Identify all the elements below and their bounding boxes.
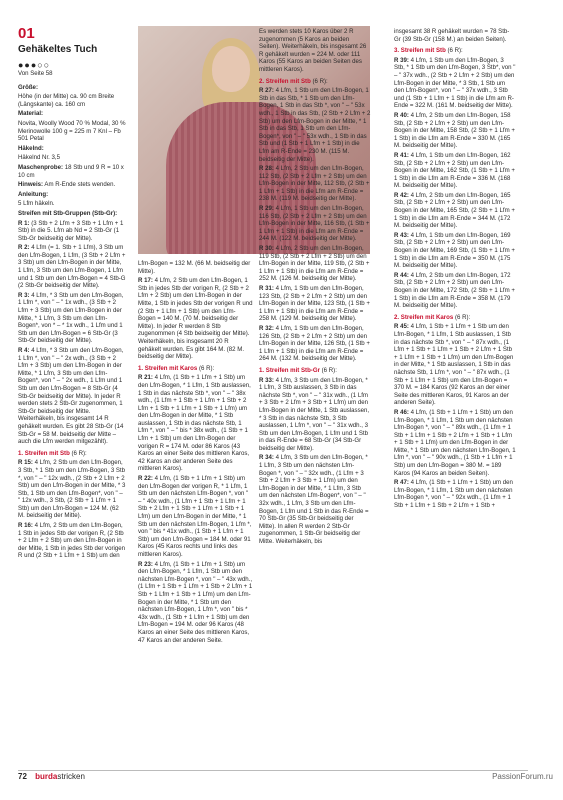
- paragraph: [259, 377, 371, 453]
- paragraph-text: 4 Lfm, 1 Stb um den Lfm-Bogen, 116 Stb, (2 Stb + 2 Lfm + 2 Stb) um den Lfm-Bogen in der Mitte, 116 Stb, (1 Stb + 1 Lfm + 1 Stb) in die Lfm am R-Ende = 244 M. (122 M. beidseitig der Mitte).: [259, 205, 370, 243]
- paragraph: [18, 164, 126, 179]
- paragraph-heading: R 30:: [259, 245, 274, 253]
- paragraph: [259, 165, 371, 203]
- paragraph-heading: R 2:: [18, 244, 30, 252]
- paragraph-text: 4 Lfm, 2 Stb um den Lfm-Bogen, 158 Stb, (2 Stb + 2 Lfm + 2 Stb) um den Lfm-Bogen in der Mitte, 158 Stb, (2 Stb + 1 Lfm + 1 Stb) in die Lfm am R-Ende = 330 M. (165 M. beidseitig der Mitte).: [394, 111, 515, 150]
- paragraph: [18, 120, 126, 143]
- paragraph-text: 4 Lfm, 2 Stb um den Lfm-Bogen, 119 Stb, (2 Stb + 2 Lfm + 2 Stb) um den Lfm-Bogen in der Mitte, 119 Stb, (2 Stb + 1 Lfm + 1 Stb) in die Lfm am R-Ende = 252 M. (126 M. beidseitig der Mitte).: [259, 245, 370, 283]
- paragraph: [138, 475, 253, 559]
- paragraph-text: (6 R):: [310, 77, 328, 85]
- column-3: [259, 28, 371, 548]
- paragraph: [394, 47, 516, 55]
- paragraph-heading: 3. Streifen mit Stb: [394, 47, 446, 55]
- paragraph-text: Novita, Woolly Wood 70 % Modal, 30 % Merinowolle 100 g = 225 m 7 Knl – Fb 501 Petal: [18, 119, 126, 143]
- paragraph: [259, 28, 371, 74]
- paragraph-heading: R 47:: [394, 479, 409, 487]
- paragraph-text: insgesamt 38 R gehäkelt wurden = 78 Stb-Gr (39 Stb-Gr (158 M.) an beiden Seiten).: [394, 28, 510, 43]
- paragraph-text: 4 Lfm, (1 Stb + 1 Lfm + 1 Stb) um den Lfm-Bogen der vorigen R, * 1 Lfm, 1 Stb um den nächsten Lfm-Bogen *, von " – " 40x wdh., (1 Lfm + 1 Stb + 1 Lfm + 1 Stb + 2 Lfm + 1 Stb + 1 Lfm + 1 Stb + 1 Lfm) um den Lfm-Bogen in der Mitte, * 1 Stb um den nächsten Lfm-Bogen, 1 Lfm *, von " bis * 41x wdh., (1 Stb + 1 Lfm + 1 Stb) um den Lfm-Bogen = 184 M. oder 91 Karos (45 Karos rechts und links des mittleren Karos).: [138, 475, 252, 558]
- head-shape: [212, 46, 250, 92]
- paragraph-heading: Größe:: [18, 83, 38, 91]
- paragraph-text: Lfm-Bogen = 132 M. (66 M. beidseitig der Mitte).: [138, 260, 251, 275]
- paragraph-heading: R 42:: [394, 191, 409, 199]
- paragraph: [18, 84, 126, 92]
- paragraph-heading: R 27:: [259, 87, 274, 95]
- paragraph: [18, 459, 126, 520]
- paragraph: [394, 192, 516, 230]
- paragraph: [394, 314, 516, 322]
- paragraph: [259, 325, 371, 363]
- paragraph-heading: 1. Streifen mit Stb: [18, 449, 70, 457]
- paragraph-text: 4 Lfm, (1 Stb + 1 Lfm + 1 Stb) um den Lfm-Bogen, * 1 Lfm, 1 Stb um den nächsten Lfm-Bogen *, von " – " 89x wdh., (1 Lfm + 1 Stb + 1 Lfm + 1 Stb + 2 Lfm + 1 Stb + 1 Lfm + 1 Stb + 1 Lfm) um den Lfm-Bogen in der Mitte, * 1 Stb um den nächsten Lfm-Bogen, 1 Lfm *, von " – " 90x wdh., (1 Stb + 1 Lfm + 1 Stb) um den Lfm-Bogen = 380 M. = 189 Karos (94 Karos an beiden Seiten).: [394, 408, 516, 477]
- paragraph: [394, 272, 516, 310]
- paragraph-text: 4 Lfm, 3 Stb um den Lfm-Bogen, * 1 Lfm, 3 Stb um den nächsten Lfm-Bogen *, von " – " 32x wdh., (1 Lfm + 3 Stb + 2 Lfm + 3 Stb + 1 Lfm) um den Lfm-Bogen in der Mitte, * 1 Lfm, 3 Stb um den nächsten Lfm-Bogen*, von " – " 32x wdh., 1 Lfm, 3 Stb um den Lfm-Bogen, 1 Lfm und 1 Stb in das R-Ende = 70 Stb-Gr (35 Stb-Gr beidseitig der Mitte). In allen R werden 2 Stb-Gr zugenommen, 1 Stb-Gr beidseitig der Mitte. Weiterhäkeln, bis: [259, 454, 369, 545]
- paragraph-text: (6 R):: [319, 366, 337, 374]
- paragraph-heading: R 41:: [394, 151, 409, 159]
- paragraph: [18, 292, 126, 345]
- paragraph: [18, 110, 126, 118]
- paragraph: [259, 205, 371, 243]
- paragraph-text: (3 Stb + 2 Lfm + 3 Stb + 1 Lfm + 1 Stb) in die 5. Lfm ab Nd = 2 Stb-Gr (1 Stb-Gr beidseitig der Mitte).: [18, 219, 124, 242]
- difficulty-dots: ●●●○○: [18, 60, 51, 70]
- paragraph-text: Am R-Ende stets wenden.: [43, 181, 116, 189]
- paragraph-heading: 1. Streifen mit Stb-Gr: [259, 366, 320, 374]
- paragraph-heading: R 32:: [259, 324, 274, 332]
- paragraph-heading: R 16:: [18, 522, 33, 530]
- paragraph-heading: R 39:: [394, 56, 409, 64]
- paragraph: [259, 245, 371, 283]
- paragraph: [18, 522, 126, 560]
- paragraph-heading: R 17:: [138, 277, 153, 285]
- paragraph: [394, 112, 516, 150]
- paragraph-text: 4 Lfm, 2 Stb um den Lfm-Bogen, 165 Stb, (2 Stb + 2 Lfm + 2 Stb) um den Lfm-Bogen in der Mitte, 165 Stb, (2 Stb + 1 Lfm + 1 Stb) in die Lfm am R-Ende = 344 M. (172 M. beidseitig der Mitte).: [394, 191, 515, 230]
- paragraph-heading: R 34:: [259, 454, 274, 462]
- paragraph: [394, 232, 516, 270]
- footer-divider: [18, 770, 528, 771]
- paragraph-text: 4 Lfm, 3 Stb um den Lfm-Bogen, * 1 Lfm, 3 Stb auslassen, 3 Stb in das nächste Stb *, von " – " 31x wdh., (1 Lfm + 3 Stb + 2 Lfm + 3 Stb + 1 Lfm) um den Lfm-Bogen in der Mitte, 1 Stb auslassen, * 3 Stb in das nächste Stb, 3 Stb auslassen, 1 Lfm *, von " – " 31x wdh., 3 Stb um den Lfm-Bogen, 1 Lfm und 1 Stb in das R-Ende = 68 Stb-Gr (34 Stb-Gr beidseitig der Mitte).: [259, 376, 370, 452]
- paragraph: [18, 154, 126, 162]
- paragraph: [18, 220, 126, 243]
- paragraph: [138, 374, 253, 473]
- paragraph: [394, 479, 516, 509]
- paragraph-text: 4 Lfm, (1 Stb + 1 Lfm + 1 Stb) um den Lfm-Bogen, * 1 Lfm, 1 Stb um den nächsten Lfm-Bogen *, von " – " 92x wdh., (1 Lfm + 1 Stb + 1 Lfm + 1 Stb + 2 Lfm + 1 Stb +: [394, 479, 513, 510]
- paragraph-text: 5 Lfm häkeln.: [18, 200, 55, 208]
- paragraph-text: Häkelnd Nr. 3,5: [18, 154, 61, 162]
- paragraph-text: 18 Stb und 9 R = 10 x 10 cm: [18, 163, 124, 179]
- paragraph-text: 4 Lfm, 2 Stb um den Lfm-Bogen, 3 Stb, * 1 Stb um den Lfm-Bogen, 3 Stb *, von " – " 12x wdh., (2 Stb + 2 Lfm + 2 Stb) um den Lfm-Bogen in der Mitte, * 3 Stb, 1 Stb um den Lfm-Bogen*, von " – " 12x wdh., 3 Stb, (2 Stb + 1 Lfm + 1 Stb) um den Lfm-Bogen = 124 M. (62 M. beidseitig der Mitte).: [18, 459, 126, 520]
- paragraph-text: (6 R):: [69, 449, 87, 457]
- paragraph: [394, 323, 516, 407]
- paragraph: [138, 561, 253, 645]
- paragraph: [18, 145, 126, 153]
- paragraph-heading: R 21:: [138, 374, 153, 382]
- paragraph-text: 4 Lfm, (1 Stb + 1 Lfm + 1 Stb) um den Lfm-Bogen, * 1 Lfm, 1 Stb auslassen, 1 Stb in das nächste Stb *, von " – " 38x wdh., (1 Lfm + 1 Stb + 1 Lfm + 1 Stb + 2 Lfm + 1 Stb + 1 Lfm + 1 Stb + 1 Lfm) um den Lfm-Bogen in der Mitte, * 1 Stb auslassen, 1 Stb in das nächste Stb, 1 Lfm *, von " – " bis * 38x wdh., (1 Stb + 1 Lfm + 1 Stb) um den Lfm-Bogen der vorigen R = 174 M. oder 86 Karos (43 Karos an einer Seite des mittleren Karos, 42 Karos an der anderen Seite des mittleren Karos).: [138, 374, 251, 473]
- paragraph: [259, 454, 371, 545]
- brand-logo: burdastricken: [35, 772, 85, 781]
- paragraph-heading: 2. Streifen mit Karos: [394, 313, 454, 321]
- paragraph-text: 4 Lfm, 1 Stb um den Lfm-Bogen, 1 Stb in das Stb, * 1 Stb um den Lfm-Bogen, 1 Stb in das Stb *, von " – " 53x wdh., 1 Stb in das Stb, (2 Stb + 2 Lfm + 2 Stb) um den Lfm-Bogen in der Mitte, * 1 Stb in das Stb, 1 Stb um den Lfm-Bogen*, von " – " 53x wdh., 1 Stb in das Stb und (1 Stb + 1 Lfm + 1 Stb) in die Lfm am R-Ende = 230 M. (115 M. beidseitig der Mitte).: [259, 87, 371, 163]
- paragraph: [18, 181, 126, 189]
- paragraph-text: 4 Lfm, 1 Stb + 1 Lfm + 1 Stb um den Lfm-Bogen, * 1 Lfm, 1 Stb auslassen, 1 Stb in das nächste Stb *, von " – " 87x wdh., (1 Lfm + 1 Stb + 1 Lfm + 1 Stb + 2 Lfm + 1 Stb + 1 Lfm + 1 Stb + 1 Lfm) um den Lfm-Bogen in der Mitte, * 1 Stb auslassen, 1 Stb in das nächste Stb, 1 Lfm *, von " – " 87x wdh., (1 Stb + 1 Lfm + 1 Stb) um den Lfm-Bogen = 370 M. = 184 Karos (92 Karos an der einer Seite des mittleren Karos, 91 Karos an der anderen Seite).: [394, 323, 514, 407]
- paragraph-heading: Streifen mit Stb-Gruppen (Stb-Gr):: [18, 209, 118, 217]
- paragraph-heading: R 44:: [394, 271, 409, 279]
- paragraph-text: 4 Lfm (= 1. Stb + 1 Lfm), 3 Stb um den Lfm-Bogen, 1 Lfm, (3 Stb + 2 Lfm + 3 Stb) um den Lfm-Bogen in der Mitte, 1 Lfm, 3 Stb um den Lfm-Bogen, 1 Lfm und 1 Stb um den Lfm-Bogen = 4 Stb-G (2 Stb-Gr beidseitig der Mitte).: [18, 244, 126, 290]
- paragraph: [259, 78, 371, 86]
- column-1-body: [18, 84, 126, 560]
- paragraph-heading: R 23:: [138, 560, 153, 568]
- paragraph-heading: R 1:: [18, 219, 30, 227]
- paragraph-heading: 2. Streifen mit Stb: [259, 77, 311, 85]
- watermark: PassionForum.ru: [492, 772, 553, 781]
- paragraph-heading: R 40:: [394, 111, 409, 119]
- paragraph: [18, 200, 126, 208]
- paragraph-text: 4 Lfm, 1 Stb um den Lfm-Bogen, 3 Stb, * 1 Stb um den Lfm-Bogen, 3 Stb*, von " – " 37x wdh., (2 Stb + 2 Lfm + 2 Stb) um den Lfm-Bogen in der Mitte, * 3 Stb, 1 Stb um den Lfm-Bogen*, von " – " 37x wdh., 3 Stb und (1 Stb + 1 Lfm + 1 Stb) in die Lfm am R-Ende = 322 M. (161 M. beidseitig der Mitte).: [394, 56, 516, 110]
- paragraph-text: 4 Lfm, 1 Stb um den Lfm-Bogen, 123 Stb, (2 Stb + 2 Lfm + 2 Stb) um den Lfm-Bogen in der Mitte, 123 Stb, (1 Stb + 1 Lfm + 1 Stb) in die Lfm am R-Ende = 258 M. (129 M. beidseitig der Mitte).: [259, 285, 370, 323]
- paragraph-text: (6 R):: [445, 47, 463, 55]
- paragraph: [259, 285, 371, 323]
- paragraph-text: 4 Lfm, 2 Stb um den Lfm-Bogen, 172 Stb, (2 Stb + 2 Lfm + 2 Stb) um den Lfm-Bogen in der Mitte, 172 Stb, (2 Stb + 1 Lfm + 1 Stb) in die Lfm am R-Ende = 358 M. (179 M. beidseitig der Mitte).: [394, 271, 515, 310]
- paragraph-heading: R 3:: [18, 291, 30, 299]
- paragraph-text: Höhe (in der Mitte) ca. 90 cm Breite (Längskante) ca. 160 cm: [18, 93, 115, 108]
- footer: [18, 772, 85, 781]
- paragraph-text: 4 Lfm, * 3 Stb um den Lfm-Bogen, 1 Lfm *, von " – " 1x wdh., (3 Stb + 2 Lfm + 3 Stb) um den Lfm-Bogen in der Mitte, * 1 Lfm, 3 Stb um den Lfm-Bogen*, von * – * 1x wdh., 1 Lfm und 1 Stb um den Lfm-Bogen = 6 Stb-Gr (3 Stb-Gr beidseitig der Mitte).: [18, 291, 124, 345]
- paragraph-heading: R 46:: [394, 408, 409, 416]
- paragraph-heading: R 43:: [394, 231, 409, 239]
- paragraph-heading: 1. Streifen mit Karos: [138, 364, 198, 372]
- paragraph-heading: R 22:: [138, 475, 153, 483]
- column-4: [394, 28, 516, 512]
- paragraph-text: 4 Lfm, * 3 Stb um den Lfm-Bogen, 1 Lfm *, von " – " 2x wdh., (3 Stb + 2 Lfm + 3 Stb) um den Lfm-Bogen in der Mitte, * 1 Lfm, 3 Stb um den Lfm-Bogen*, von " – " 2x wdh., 1 Lfm und 1 Stb um den Lfm-Bogen = 8 Stb-Gr (4 Stb-Gr beidseitig der Mitte). In jeder R werden stets 2 Stb-Gr zugenommen, 1 Stb-Gr beidseitig der Mitte. Weiterhäkeln, bis insgesamt 14 R gehäkelt wurden. Es gibt 28 Stb-Gr (14 Stb-Gr = 58 M. beidseitig der Mitte – auch die Lfm werden mitgezählt).: [18, 347, 124, 446]
- paragraph: [259, 367, 371, 375]
- paragraph-heading: R 29:: [259, 205, 274, 213]
- paragraph: [18, 347, 126, 446]
- pattern-title: Gehäkeltes Tuch: [18, 44, 98, 55]
- pattern-number: 01: [18, 25, 35, 42]
- paragraph: [259, 87, 371, 163]
- paragraph-text: 4 Lfm, 1 Stb um den Lfm-Bogen, 126 Stb, (2 Stb + 2 Lfm + 2 Stb) um den Lfm-Bogen in der Mitte, 126 Stb, (1 Stb + 1 Lfm + 1 Stb) in die Lfm am R-Ende = 264 M. (132 M. beidseitig der Mitte).: [259, 324, 370, 363]
- paragraph-heading: Hinweis:: [18, 181, 44, 189]
- paragraph-heading: R 4:: [18, 347, 30, 354]
- paragraph: [394, 28, 516, 43]
- paragraph-heading: Häkelnd:: [18, 144, 44, 152]
- paragraph-heading: R 45:: [394, 323, 409, 331]
- paragraph-heading: R 33:: [259, 376, 274, 384]
- column-1: [18, 26, 126, 562]
- column-2: [138, 260, 253, 646]
- paragraph-heading: Maschenprobe:: [18, 163, 64, 171]
- paragraph: [138, 277, 253, 361]
- paragraph: [18, 210, 126, 218]
- paragraph-text: 4 Lfm, 1 Stb um den Lfm-Bogen, 162 Stb, (2 Stb + 2 Lfm + 2 Stb) um den Lfm-Bogen in der Mitte, 162 Stb, (1 Stb + 1 Lfm + 1 Stb) in die Lfm am R-Ende = 336 M. (168 M. beidseitig der Mitte).: [394, 151, 515, 190]
- paragraph: [394, 57, 516, 110]
- paragraph-text: Es werden stets 10 Karos über 2 R zugenommen (5 Karos an beiden Seiten). Weiterhäkeln, bis insgesamt 26 R gehäkelt wurden = 224 M. oder 111 Karos (55 Karos an beiden Seiten des mittleren Karos).: [259, 28, 367, 73]
- paragraph-text: 4 Lfm, 2 Stb um den Lfm-Bogen, 1 Stb in jedes Stb der vorigen R, (2 Stb + 2 Lfm + 2 Stb) um den Lfm-Bogen in der Mitte, 1 Stb in jedes Stb der vorigen R und (2 Stb + 1 Lfm + 1 Stb) um den Lfm-Bogen = 140 M. (70 M. beidseitig der Mitte). In jeder R werden 8 Stb zugenommen (4 Stb beidseitig der Mitte). Weiterhäkeln, bis insgesamt 20 R gehäkelt wurden. Es gibt 164 M. (82 M. beidseitig der Mitte).: [138, 277, 253, 361]
- paragraph-text: (6 R):: [197, 364, 215, 372]
- paragraph-text: 4 Lfm, 2 Stb um den Lfm-Bogen, 112 Stb, (2 Stb + 2 Lfm + 2 Stb) um den Lfm-Bogen in der Mitte, 112 Stb, (2 Stb + 1 Lfm + 1 Stb) in die Lfm am R-Ende = 238 M. (119 M. beidseitig der Mitte).: [259, 165, 370, 203]
- paragraph: [18, 93, 126, 108]
- from-page: Von Seite 58: [18, 70, 53, 77]
- paragraph-heading: R 28:: [259, 165, 274, 173]
- paragraph: [18, 450, 126, 458]
- paragraph: [18, 244, 126, 290]
- paragraph-heading: R 31:: [259, 285, 274, 292]
- paragraph-text: (6 R):: [453, 313, 471, 321]
- paragraph-heading: R 15:: [18, 459, 33, 467]
- paragraph: [394, 152, 516, 190]
- paragraph-heading: Anleitung:: [18, 190, 49, 198]
- paragraph: [138, 260, 253, 275]
- paragraph-heading: Material:: [18, 110, 44, 118]
- paragraph-text: 4 Lfm, 2 Stb um den Lfm-Bogen, 1 Stb in jedes Stb der vorigen R, (2 Stb + 2 Lfm + 2 Stb) um den Lfm-Bogen in der Mitte, 1 Stb in jedes Stb der vorigen R und (2 Stb + 1 Lfm + 1 Stb) um den: [18, 522, 126, 560]
- paragraph: [394, 409, 516, 477]
- paragraph: [18, 191, 126, 199]
- paragraph: [138, 365, 253, 373]
- page-number: 72: [18, 772, 27, 781]
- paragraph-text: 4 Lfm, 1 Stb um den Lfm-Bogen, 169 Stb, (2 Stb + 2 Lfm + 2 Stb) um den Lfm-Bogen in der Mitte, 169 Stb, (1 Stb + 1 Lfm + 1 Stb) in die Lfm am R-Ende = 350 M. (175 M. beidseitig der Mitte).: [394, 231, 515, 270]
- paragraph-text: 4 Lfm, (1 Stb + 1 Lfm + 1 Stb) um den Lfm-Bogen, * 1 Lfm, 1 Stb um den nächsten Lfm-Bogen *, von " – " 43x wdh., (1 Lfm + 1 Stb + 1 Lfm + 1 Stb + 2 Lfm + 1 Stb + 1 Lfm + 1 Stb + 1 Lfm) um den Lfm-Bogen in der Mitte, * 1 Stb um den nächsten Lfm-Bogen, 1 Lfm *, von " bis * 43x wdh., (1 Stb + 1 Lfm + 1 Stb) um den Lfm-Bogen = 194 M. oder 96 Karos (48 Karos an einer Seite des mittleren Karos, 47 Karos an der anderen Seite.: [138, 560, 253, 644]
